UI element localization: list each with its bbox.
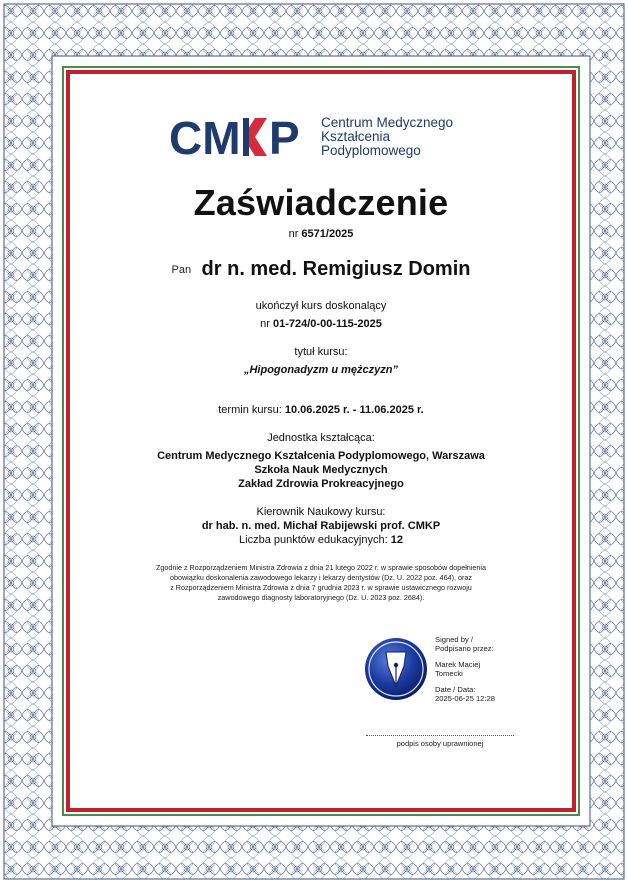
signed-by-line2: Podpisano przez: bbox=[435, 643, 494, 653]
signer-line2: Tomecki bbox=[435, 668, 463, 678]
unit-line1: Centrum Medycznego Kształcenia Podyplomowego, Warszawa bbox=[157, 450, 485, 462]
recipient-name: dr n. med. Remigiusz Domin bbox=[201, 258, 471, 280]
course-title: „Hipogonadyzm u mężczyzn” bbox=[243, 364, 399, 376]
cmkp-logo bbox=[169, 112, 453, 162]
signature-date-value: 2025-06-25 12:28 bbox=[435, 693, 495, 703]
term-label: termin kursu: bbox=[218, 404, 282, 416]
points-value: 12 bbox=[390, 534, 403, 546]
logo-letter-p: P bbox=[269, 112, 300, 162]
legal-line4: zawodowego diagnosty laboratoryjnego (Dz. U. 2023 poz. 2684). bbox=[217, 593, 425, 602]
cmkp-logo-mark bbox=[169, 112, 315, 162]
certificate-number bbox=[66, 228, 576, 240]
unit-line2: Szkoła Nauk Medycznych bbox=[254, 464, 388, 476]
unit-line3: Zakład Zdrowia Prokreacyjnego bbox=[238, 478, 404, 490]
signature-details bbox=[435, 636, 495, 703]
course-number-label: nr bbox=[260, 318, 270, 330]
signature-caption: podpis osoby uprawnionej bbox=[396, 739, 484, 748]
unit-label: Jednostka kształcąca: bbox=[267, 432, 375, 444]
course-title-label: tytuł kursu: bbox=[294, 346, 348, 358]
certificate-number-label: nr bbox=[288, 228, 299, 240]
logo-name-line3: Podyplomowego bbox=[321, 143, 421, 158]
salutation: Pan bbox=[171, 263, 192, 276]
director-label: Kierownik Naukowy kursu: bbox=[256, 506, 386, 518]
legal-line2: obowiązku doskonalenia zawodowego lekarzy i lekarzy dentystów (Dz. U. 2022 poz. 464), oraz bbox=[169, 573, 473, 582]
completed-label: ukończył kurs doskonalący bbox=[255, 300, 387, 312]
recipient-line bbox=[66, 258, 576, 281]
signature-dotted-line bbox=[366, 735, 514, 736]
legal-line3: z Rozporządzeniem Ministra Zdrowia z dnia 7 grudnia 2023 r. w sprawie ustawicznego rozwoju bbox=[170, 583, 472, 592]
certificate-body bbox=[66, 70, 576, 812]
certificate-number-value: 6571/2025 bbox=[301, 228, 354, 240]
education-points bbox=[66, 534, 576, 546]
digital-signature[interactable] bbox=[360, 636, 510, 702]
points-label: Liczba punktów edukacyjnych: bbox=[239, 534, 388, 546]
term-value: 10.06.2025 r. - 11.06.2025 r. bbox=[284, 404, 424, 416]
course-number-value: 01-724/0-00-115-2025 bbox=[272, 318, 382, 330]
course-number bbox=[66, 318, 576, 330]
signed-by-line1: Signed by / bbox=[435, 635, 473, 644]
logo-name-line1: Centrum Medycznego bbox=[321, 115, 454, 130]
logo-letters-cm: CM bbox=[169, 112, 241, 162]
legal-line1: Zgodnie z Rozporządzeniem Ministra Zdrowia z dnia 21 lutego 2022 r. w sprawie sposobów dopełnienia bbox=[155, 563, 486, 572]
signer-line1: Marek Maciej bbox=[435, 660, 481, 669]
fountain-pen-icon bbox=[360, 636, 432, 702]
legal-note bbox=[106, 563, 536, 603]
logo-name bbox=[321, 116, 453, 158]
certificate-title: Zaświadczenie bbox=[193, 182, 449, 223]
logo-name-line2: Kształcenia bbox=[321, 129, 391, 144]
director-name: dr hab. n. med. Michał Rabijewski prof. CMKP bbox=[201, 520, 441, 532]
signature-date-label: Date / Data: bbox=[435, 685, 476, 694]
course-term bbox=[66, 404, 576, 416]
